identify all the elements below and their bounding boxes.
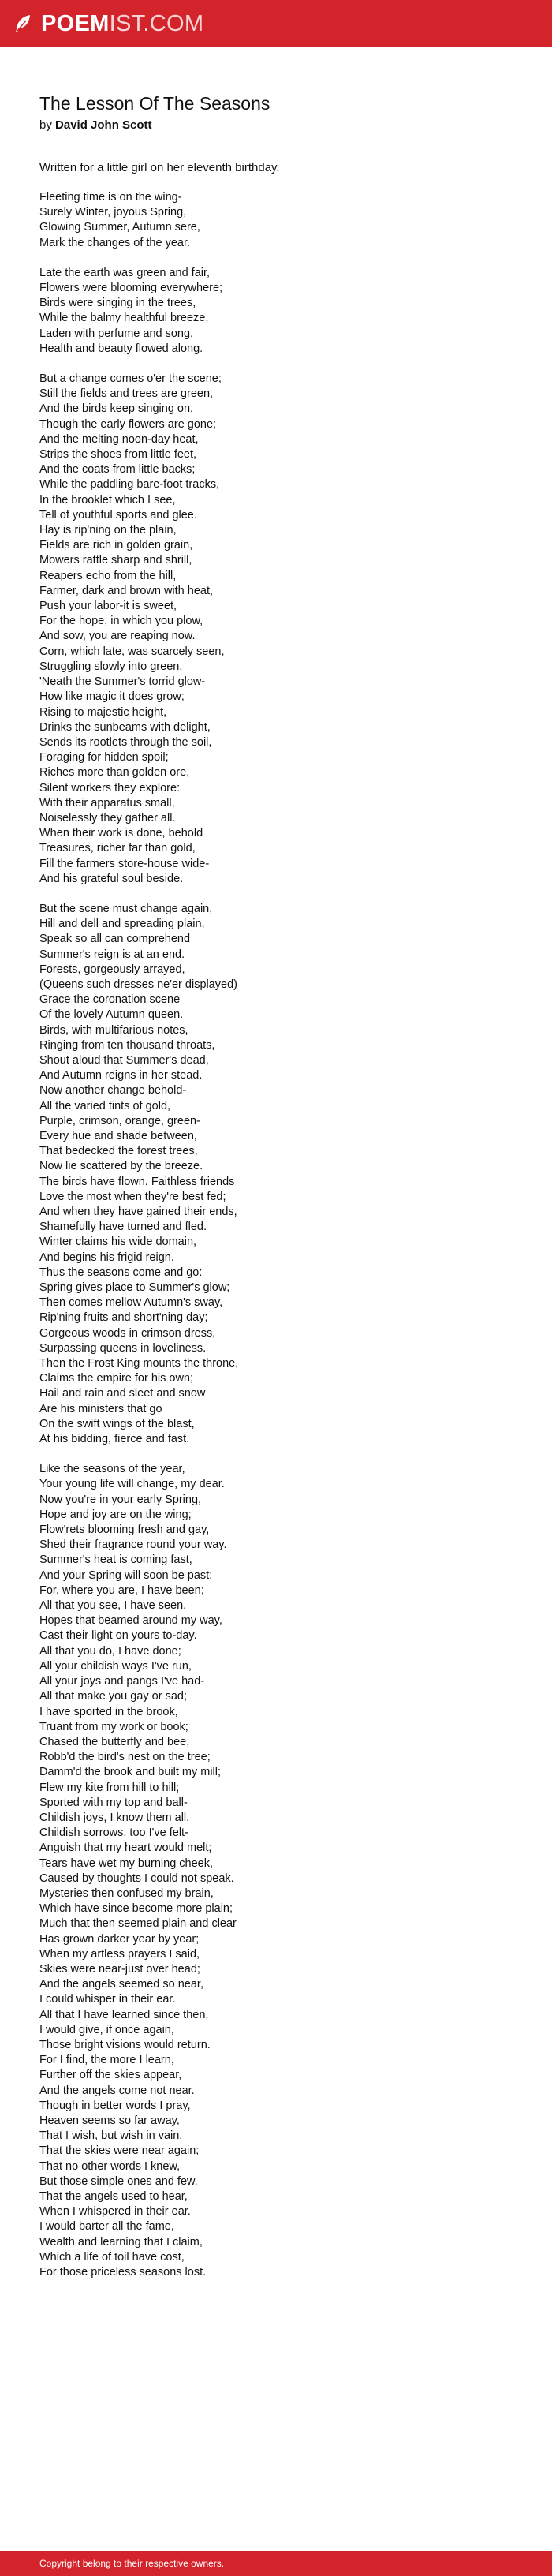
poem-line: Drinks the sunbeams with delight,: [39, 720, 211, 734]
poem-line: Mowers rattle sharp and shrill,: [39, 554, 192, 567]
poem-line: At his bidding, fierce and fast.: [39, 1433, 190, 1446]
poem-line: For the hope, in which you plow,: [39, 615, 203, 628]
poem-stanza: [39, 190, 513, 251]
poem-line: And your Spring will soon be past;: [39, 1568, 213, 1582]
poem-line: And the angels seemed so near,: [39, 1978, 203, 1991]
poem-line: Birds, with multifarious notes,: [39, 1023, 188, 1037]
poem-line: I would give, if once again,: [39, 2023, 174, 2036]
poem-line: While the paddling bare-foot tracks,: [39, 478, 220, 492]
poem-line: Speak so all can comprehend: [39, 933, 191, 946]
poem-line: Struggling slowly into green,: [39, 660, 183, 673]
poem-line: Now you're in your early Spring,: [39, 1493, 202, 1506]
poem-line: Though in better words I pray,: [39, 2099, 191, 2112]
poem-stanza: [39, 1462, 513, 2280]
poem-line: Purple, crimson, orange, green-: [39, 1114, 200, 1127]
poem-line: Which a life of toil have cost,: [39, 2250, 185, 2264]
poem-line: I would barter all the fame,: [39, 2220, 174, 2234]
poem-dedication: Written for a little girl on her eleventh birthday.: [39, 161, 280, 174]
poem-line: Flew my kite from hill to hill;: [39, 1781, 180, 1794]
poem-line: Hill and dell and spreading plain,: [39, 918, 205, 931]
poem-line: Are his ministers that go: [39, 1402, 162, 1415]
poem-line: Flowers were blooming everywhere;: [39, 282, 223, 295]
poem-line: Fleeting time is on the wing-: [39, 191, 182, 204]
poem-line: Claims the empire for his own;: [39, 1372, 194, 1385]
poem-line: Rip'ning fruits and short'ning day;: [39, 1311, 208, 1325]
poem-line: Sported with my top and ball-: [39, 1796, 188, 1809]
poem-byline: [39, 118, 513, 133]
poem-line: Love the most when they're best fed;: [39, 1190, 226, 1203]
poem-title: The Lesson Of The Seasons: [39, 93, 270, 114]
poem-line: Damm'd the brook and built my mill;: [39, 1766, 222, 1779]
poem-line: Chased the butterfly and bee,: [39, 1735, 190, 1748]
poem-line: All that you see, I have seen.: [39, 1599, 187, 1613]
poem-line: Gorgeous woods in crimson dress,: [39, 1326, 216, 1340]
poem-line: I could whisper in their ear.: [39, 1993, 176, 2006]
poem-line: Though the early flowers are gone;: [39, 417, 217, 431]
poem-line: And the birds keep singing on,: [39, 402, 194, 416]
poem-line: Anguish that my heart would melt;: [39, 1841, 212, 1855]
poem-line: Hopes that beamed around my way,: [39, 1614, 222, 1628]
poem-line: Then comes mellow Autumn's sway,: [39, 1296, 223, 1310]
poem-stanza: [39, 266, 513, 357]
poem-line: But the scene must change again,: [39, 902, 213, 915]
poem-line: And his grateful soul beside.: [39, 872, 184, 885]
brand-bold: POEM: [41, 10, 110, 36]
poem-line: Then the Frost King mounts the throne,: [39, 1357, 239, 1370]
poem-line: Hope and joy are on the wing;: [39, 1508, 192, 1521]
poem-line: And the coats from little backs;: [39, 463, 196, 477]
poem-line: That bedecked the forest trees,: [39, 1145, 198, 1158]
poem-line: Heaven seems so far away,: [39, 2114, 180, 2127]
poem-line: With their apparatus small,: [39, 796, 175, 809]
poem-line: And begins his frigid reign.: [39, 1251, 174, 1264]
poem-body: [39, 190, 513, 2280]
poem-line: Caused by thoughts I could not speak.: [39, 1871, 234, 1885]
site-footer: [0, 2551, 552, 2576]
poem-line: But a change comes o'er the scene;: [39, 372, 222, 386]
poem-line: When my artless prayers I said,: [39, 1947, 200, 1961]
poem-line: Birds were singing in the trees,: [39, 297, 196, 310]
poem-line: And the melting noon-day heat,: [39, 432, 199, 446]
site-logo-text: [41, 10, 204, 36]
poem-line: Laden with perfume and song,: [39, 327, 194, 340]
poem-line: In the brooklet which I see,: [39, 493, 176, 507]
poem-line: Flow'rets blooming fresh and gay,: [39, 1524, 210, 1537]
poem-line: Winter claims his wide domain,: [39, 1236, 197, 1249]
site-logo[interactable]: [13, 10, 204, 36]
poem-line: Tears have wet my burning cheek,: [39, 1856, 214, 1870]
poem-line: Rising to majestic height,: [39, 705, 167, 719]
poem-line: How like magic it does grow;: [39, 690, 185, 704]
poem-stanza: [39, 372, 513, 887]
poem-line: 'Neath the Summer's torrid glow-: [39, 675, 206, 689]
poem-line: Grace the coronation scene: [39, 993, 181, 1007]
poem-line: For I find, the more I learn,: [39, 2054, 174, 2067]
poem-line: When I whispered in their ear.: [39, 2205, 191, 2219]
by-label: by: [39, 118, 52, 132]
poem-line: Fill the farmers store-house wide-: [39, 857, 210, 870]
poem-line: Shamefully have turned and fled.: [39, 1221, 207, 1234]
poem-container: [39, 92, 513, 2280]
brand-light: IST.COM: [109, 10, 204, 36]
poem-line: On the swift wings of the blast,: [39, 1417, 195, 1430]
poem-line: Childish sorrows, too I've felt-: [39, 1826, 188, 1840]
poem-line: Childish joys, I know them all.: [39, 1811, 190, 1824]
poem-line: Push your labor-it is sweet,: [39, 600, 177, 613]
poem-line: Silent workers they explore:: [39, 781, 181, 794]
poem-line: All that make you gay or sad;: [39, 1690, 187, 1703]
poem-line: Has grown darker year by year;: [39, 1932, 200, 1946]
poem-line: Noiselessly they gather all.: [39, 811, 176, 824]
poem-line: Thus the seasons come and go:: [39, 1266, 203, 1279]
poem-line: Cast their light on yours to-day.: [39, 1629, 197, 1643]
poem-line: That no other words I knew,: [39, 2159, 181, 2173]
poem-line: Mark the changes of the year.: [39, 236, 191, 249]
poem-line: Wealth and learning that I claim,: [39, 2235, 203, 2249]
poem-line: Your young life will change, my dear.: [39, 1478, 225, 1491]
poem-line: Much that then seemed plain and clear: [39, 1917, 237, 1931]
poem-line: Every hue and shade between,: [39, 1129, 197, 1142]
poem-line: All the varied tints of gold,: [39, 1099, 171, 1112]
poem-line: Surely Winter, joyous Spring,: [39, 206, 187, 219]
poem-line: Reapers echo from the hill,: [39, 569, 177, 582]
poem-stanza: [39, 902, 513, 1447]
poem-line: Corn, which late, was scarcely seen,: [39, 645, 225, 658]
poem-line: Tell of youthful sports and glee.: [39, 508, 197, 522]
poem-line: Health and beauty flowed along.: [39, 342, 203, 355]
poem-line: All your childish ways I've run,: [39, 1659, 192, 1673]
poem-line: Strips the shoes from little feet,: [39, 448, 197, 462]
poem-line: Which have since become more plain;: [39, 1902, 233, 1916]
poem-line: Further off the skies appear,: [39, 2069, 182, 2082]
poem-line: And when they have gained their ends,: [39, 1206, 237, 1218]
poem-line: Hay is rip'ning on the plain,: [39, 524, 177, 537]
poem-line: Late the earth was green and fair,: [39, 266, 211, 279]
poem-line: Like the seasons of the year,: [39, 1463, 185, 1476]
poem-line: Now another change behold-: [39, 1084, 187, 1097]
poem-line: All that I have learned since then,: [39, 2008, 209, 2021]
poem-line: Those bright visions would return.: [39, 2038, 211, 2051]
poem-author[interactable]: David John Scott: [55, 118, 152, 132]
poem-line: Summer's heat is coming fast,: [39, 1553, 192, 1567]
poem-line: Of the lovely Autumn queen.: [39, 1008, 184, 1022]
poem-line: Sends its rootlets through the soil,: [39, 735, 212, 749]
copyright-text: Copyright belong to their respective owners.: [39, 2558, 225, 2569]
poem-line: Truant from my work or book;: [39, 1720, 188, 1733]
poem-line: Still the fields and trees are green,: [39, 387, 214, 401]
poem-line: Robb'd the bird's nest on the tree;: [39, 1751, 211, 1764]
poem-line: (Queens such dresses ne'er displayed): [39, 978, 238, 991]
site-header: [0, 0, 552, 47]
poem-line: That the angels used to hear,: [39, 2190, 188, 2203]
poem-line: Skies were near-just over head;: [39, 1962, 200, 1976]
poem-line: That I wish, but wish in vain,: [39, 2129, 183, 2143]
poem-line: Shout aloud that Summer's dead,: [39, 1053, 209, 1067]
poem-line: When their work is done, behold: [39, 827, 203, 840]
poem-line: Foraging for hidden spoil;: [39, 751, 169, 765]
poem-line: Now lie scattered by the breeze.: [39, 1160, 203, 1173]
poem-line: Hail and rain and sleet and snow: [39, 1387, 206, 1400]
poem-line: All your joys and pangs I've had-: [39, 1675, 205, 1688]
poem-line: And the angels come not near.: [39, 2084, 195, 2097]
poem-line: The birds have flown. Faithless friends: [39, 1175, 235, 1188]
poem-line: Riches more than golden ore,: [39, 766, 190, 780]
poem-line: Spring gives place to Summer's glow;: [39, 1281, 230, 1295]
poem-line: While the balmy healthful breeze,: [39, 312, 209, 325]
poem-line: Surpassing queens in loveliness.: [39, 1341, 207, 1355]
poem-line: I have sported in the brook,: [39, 1705, 178, 1718]
poem-line: Glowing Summer, Autumn sere,: [39, 221, 200, 234]
poem-line: Treasures, richer far than gold,: [39, 842, 196, 855]
poem-line: Shed their fragrance round your way.: [39, 1538, 227, 1552]
poem-line: All that you do, I have done;: [39, 1644, 181, 1658]
poem-line: And Autumn reigns in her stead.: [39, 1069, 203, 1082]
poem-line: Fields are rich in golden grain,: [39, 539, 193, 552]
poem-line: Summer's reign is at an end.: [39, 948, 185, 961]
feather-icon: [13, 13, 33, 34]
poem-line: Mysteries then confused my brain,: [39, 1886, 214, 1900]
poem-line: And sow, you are reaping now.: [39, 630, 196, 643]
poem-line: Ringing from ten thousand throats,: [39, 1038, 215, 1052]
poem-line: For those priceless seasons lost.: [39, 2266, 207, 2279]
poem-line: But those simple ones and few,: [39, 2174, 198, 2188]
poem-line: For, where you are, I have been;: [39, 1583, 204, 1597]
poem-line: That the skies were near again;: [39, 2144, 200, 2158]
poem-line: Farmer, dark and brown with heat,: [39, 584, 214, 597]
poem-line: Forests, gorgeously arrayed,: [39, 963, 185, 976]
